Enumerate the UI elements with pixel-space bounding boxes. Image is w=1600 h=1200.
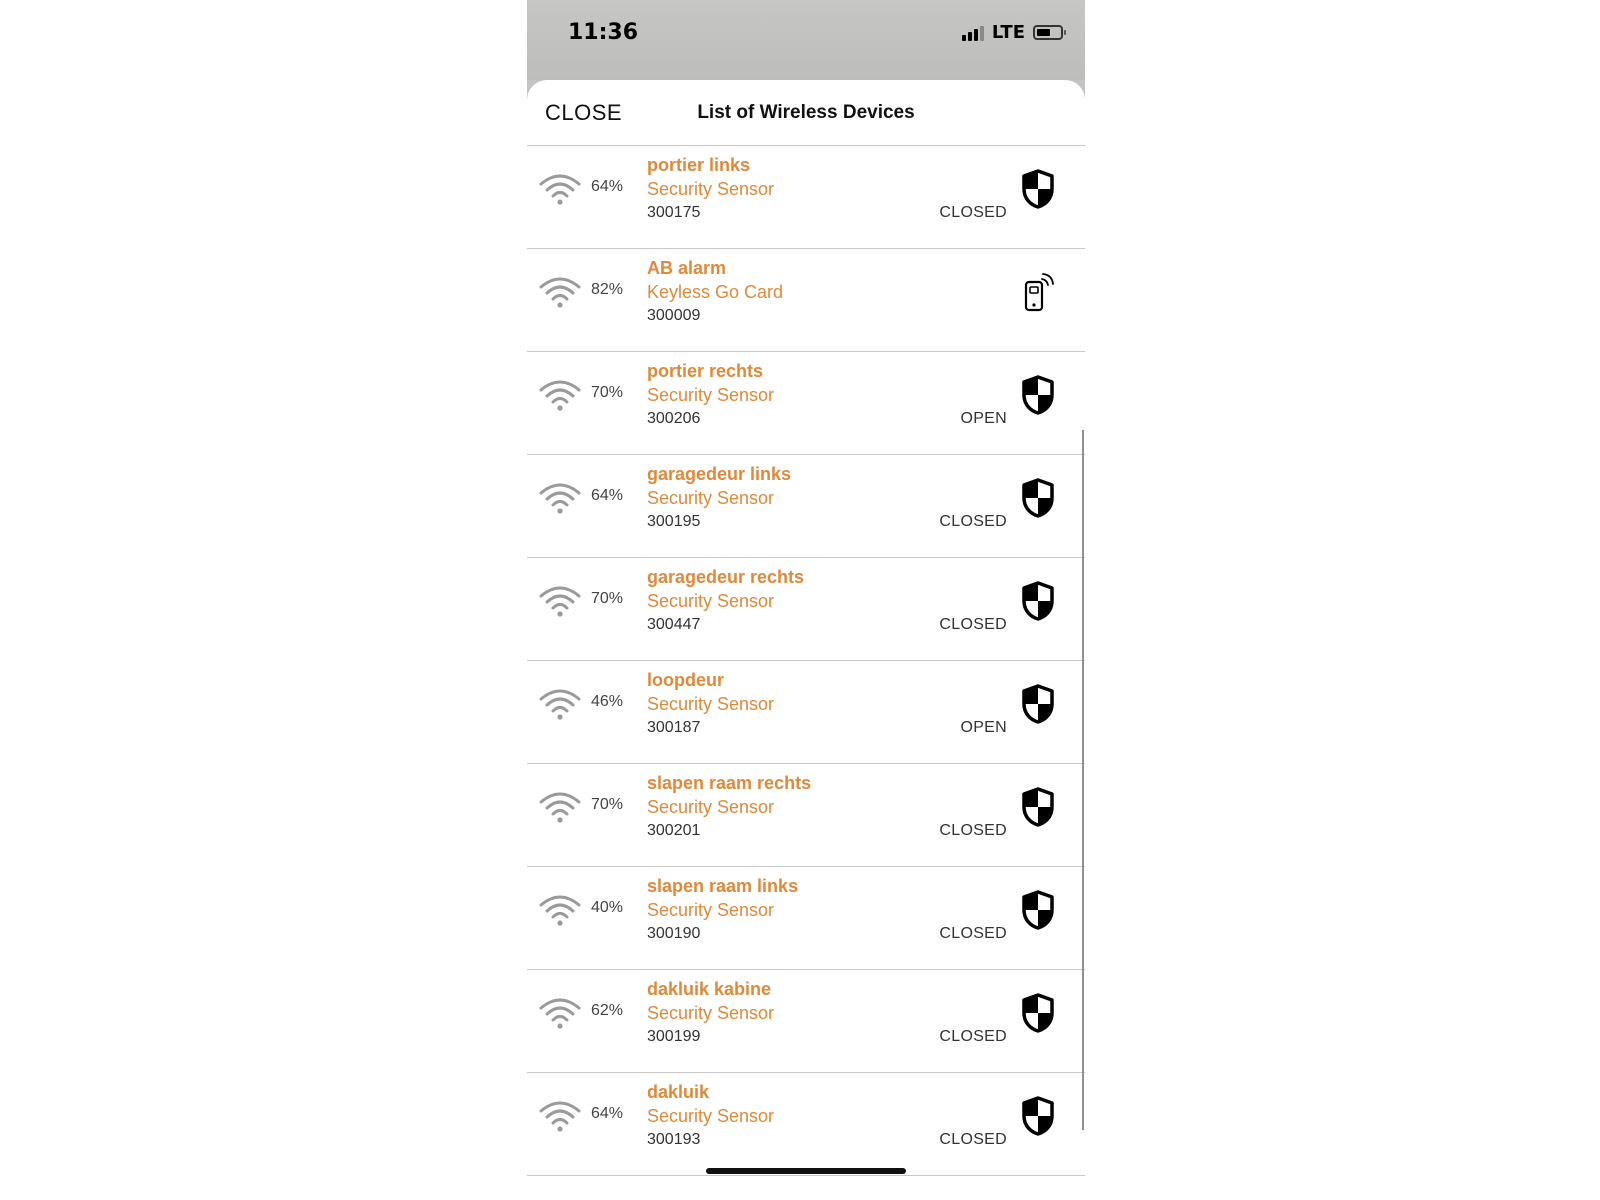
device-type: Security Sensor xyxy=(647,1106,775,1126)
device-name: slapen raam links xyxy=(647,876,799,896)
device-type: Security Sensor xyxy=(647,900,775,920)
battery-icon xyxy=(1033,25,1063,40)
wifi-signal-icon xyxy=(539,378,581,412)
list-item[interactable] xyxy=(527,352,1085,455)
device-serial: 300190 xyxy=(647,925,701,942)
wifi-signal-icon xyxy=(539,893,581,927)
shield-icon xyxy=(1021,375,1055,415)
shield-icon xyxy=(1021,1096,1055,1136)
device-state: CLOSED xyxy=(939,925,1007,942)
signal-strength: 40% xyxy=(591,899,624,916)
wifi-signal-icon xyxy=(539,790,581,824)
list-item[interactable] xyxy=(527,146,1085,249)
scrollbar[interactable] xyxy=(1082,430,1084,1130)
signal-strength: 70% xyxy=(591,384,624,401)
device-serial: 300009 xyxy=(647,307,701,324)
device-name: loopdeur xyxy=(647,670,724,690)
signal-strength: 82% xyxy=(591,281,624,298)
shield-icon xyxy=(1021,787,1055,827)
signal-strength: 70% xyxy=(591,796,624,813)
device-name: garagedeur links xyxy=(647,464,792,484)
device-type: Security Sensor xyxy=(647,385,775,405)
device-state: CLOSED xyxy=(939,1028,1007,1045)
device-state: OPEN xyxy=(960,410,1007,427)
device-type: Security Sensor xyxy=(647,591,775,611)
page-title: List of Wireless Devices xyxy=(697,102,915,123)
list-item[interactable] xyxy=(527,764,1085,867)
list-item[interactable] xyxy=(527,558,1085,661)
list-item[interactable] xyxy=(527,249,1085,352)
signal-strength: 64% xyxy=(591,487,624,504)
device-type: Keyless Go Card xyxy=(647,282,784,302)
wifi-signal-icon xyxy=(539,275,581,309)
device-serial: 300206 xyxy=(647,410,701,427)
device-type: Security Sensor xyxy=(647,488,775,508)
device-state: CLOSED xyxy=(939,204,1007,221)
device-type: Security Sensor xyxy=(647,179,775,199)
home-indicator[interactable] xyxy=(706,1168,906,1174)
list-item[interactable] xyxy=(527,455,1085,558)
wifi-signal-icon xyxy=(539,996,581,1030)
wifi-signal-icon xyxy=(539,481,581,515)
device-state: CLOSED xyxy=(939,616,1007,633)
device-name: slapen raam rechts xyxy=(647,773,812,793)
phone-screen xyxy=(527,0,1085,1200)
wifi-signal-icon xyxy=(539,1099,581,1133)
sheet-header xyxy=(527,80,1085,146)
signal-strength: 64% xyxy=(591,178,624,195)
device-name: dakluik kabine xyxy=(647,979,772,999)
list-item[interactable] xyxy=(527,661,1085,764)
device-serial: 300195 xyxy=(647,513,701,530)
shield-icon xyxy=(1021,993,1055,1033)
device-type: Security Sensor xyxy=(647,694,775,714)
device-name: garagedeur rechts xyxy=(647,567,805,587)
wifi-signal-icon xyxy=(539,172,581,206)
keyless-remote-icon xyxy=(1021,272,1055,312)
wireless-devices-sheet xyxy=(527,80,1085,1200)
list-item[interactable] xyxy=(527,1073,1085,1176)
shield-icon xyxy=(1021,684,1055,724)
device-name: portier links xyxy=(647,155,751,175)
status-time: 11:36 xyxy=(568,20,639,45)
device-name: portier rechts xyxy=(647,361,764,381)
list-item[interactable] xyxy=(527,970,1085,1073)
signal-strength: 70% xyxy=(591,590,624,607)
status-bar xyxy=(527,0,1085,80)
list-item[interactable] xyxy=(527,867,1085,970)
wifi-signal-icon xyxy=(539,584,581,618)
shield-icon xyxy=(1021,581,1055,621)
device-serial: 300187 xyxy=(647,719,701,736)
battery-level-fill xyxy=(1037,29,1050,36)
device-name: AB alarm xyxy=(647,258,727,278)
cellular-signal-icon xyxy=(962,25,984,41)
signal-strength: 62% xyxy=(591,1002,624,1019)
signal-strength: 64% xyxy=(591,1105,624,1122)
wifi-signal-icon xyxy=(539,687,581,721)
network-type: LTE xyxy=(991,22,1025,43)
device-state: CLOSED xyxy=(939,513,1007,530)
device-type: Security Sensor xyxy=(647,797,775,817)
device-list[interactable] xyxy=(527,146,1085,1176)
device-state: CLOSED xyxy=(939,822,1007,839)
device-state: OPEN xyxy=(960,719,1007,736)
shield-icon xyxy=(1021,169,1055,209)
device-serial: 300447 xyxy=(647,616,701,633)
status-indicators xyxy=(962,22,1063,43)
device-serial: 300193 xyxy=(647,1131,701,1148)
shield-icon xyxy=(1021,890,1055,930)
close-button[interactable]: CLOSE xyxy=(545,100,623,125)
device-serial: 300175 xyxy=(647,204,701,221)
device-serial: 300199 xyxy=(647,1028,701,1045)
device-name: dakluik xyxy=(647,1082,710,1102)
device-type: Security Sensor xyxy=(647,1003,775,1023)
shield-icon xyxy=(1021,478,1055,518)
signal-strength: 46% xyxy=(591,693,624,710)
device-serial: 300201 xyxy=(647,822,701,839)
device-state: CLOSED xyxy=(939,1131,1007,1148)
